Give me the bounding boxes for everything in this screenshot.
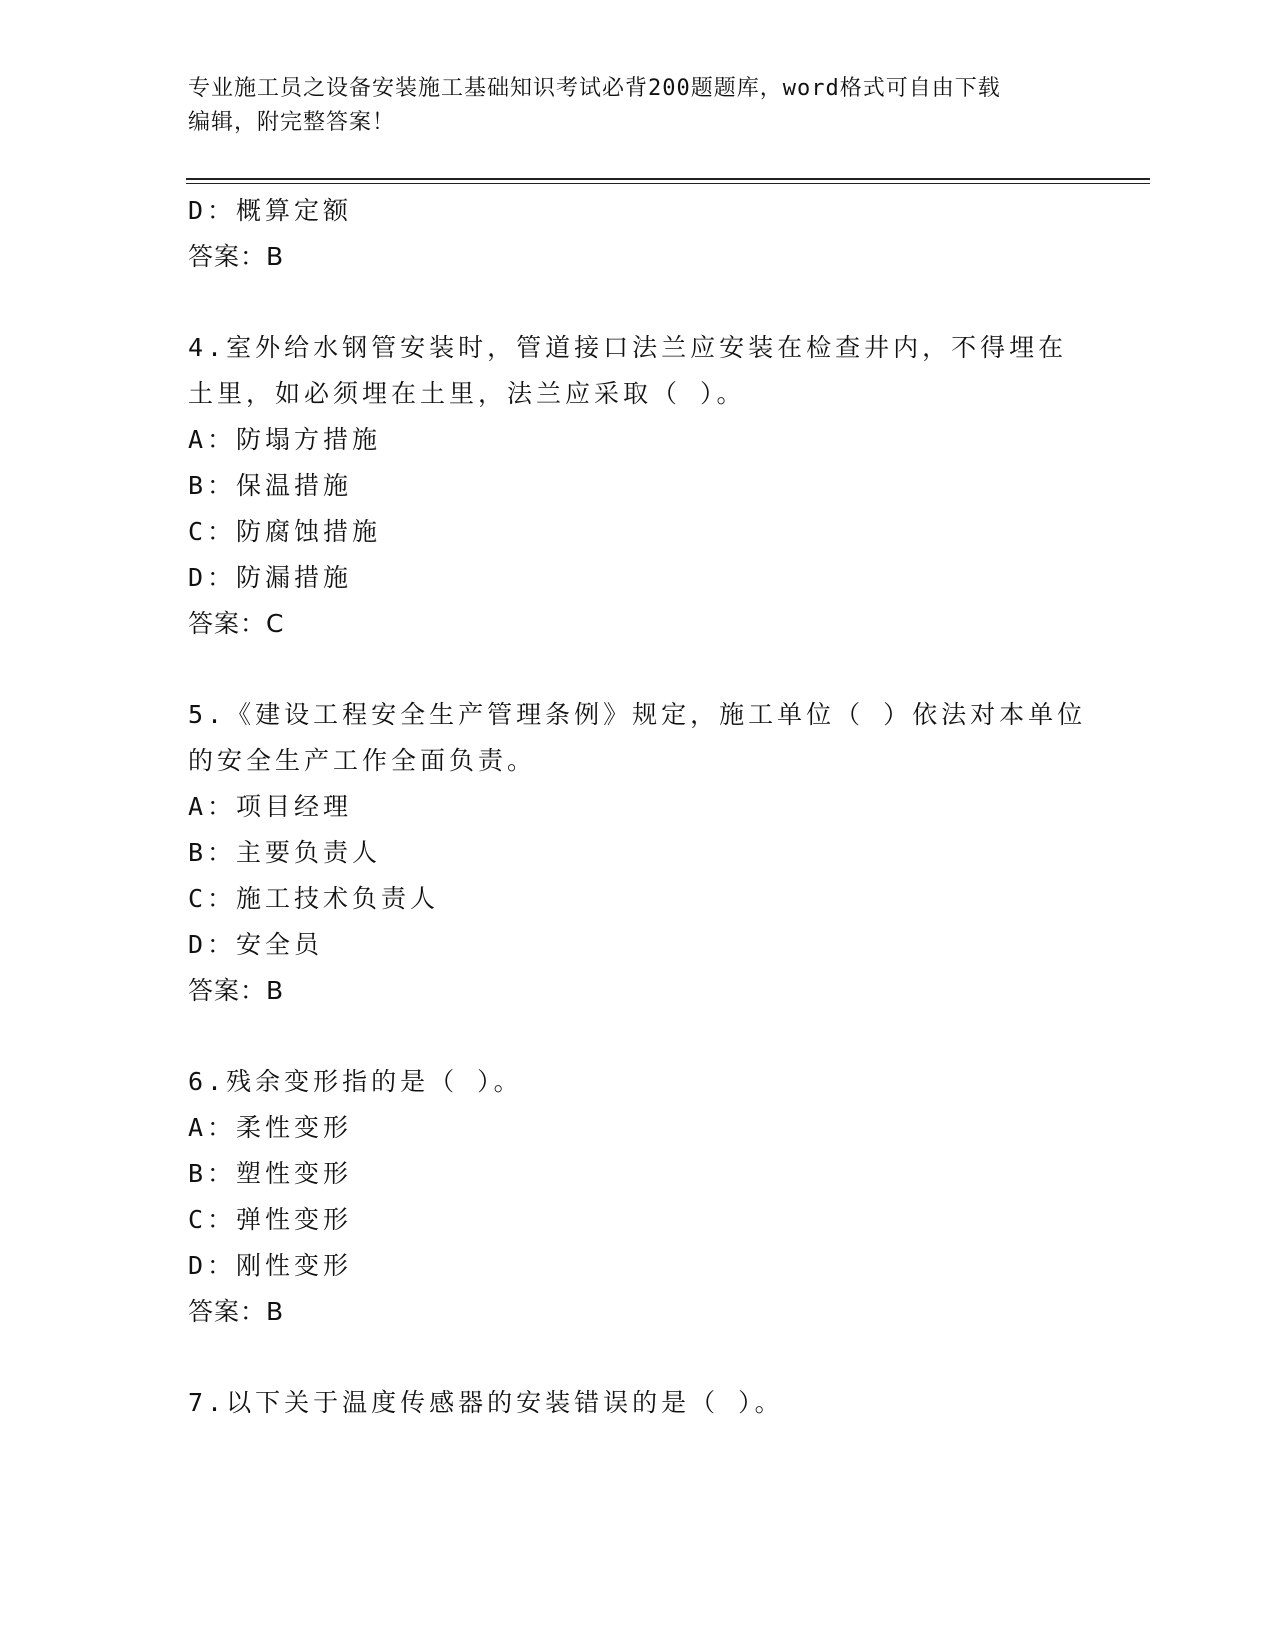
option-d: D：概算定额	[188, 196, 353, 225]
question-text-line-1: 5.《建设工程安全生产管理条例》规定，施工单位（ ）依法对本单位	[188, 700, 1087, 729]
header-divider-thin	[186, 183, 1150, 184]
answer: 答案：C	[188, 609, 285, 638]
document-body	[188, 188, 1088, 1426]
question-5	[188, 692, 1088, 1014]
question-text-line-1: 4.室外给水钢管安装时，管道接口法兰应安装在检查井内，不得埋在	[188, 333, 1068, 362]
question-text-line-1: 7.以下关于温度传感器的安装错误的是（ ）。	[188, 1388, 784, 1417]
question-6	[188, 1059, 1088, 1335]
header-divider-thick	[186, 178, 1150, 180]
option-d: D：刚性变形	[188, 1251, 353, 1280]
option-a: A：项目经理	[188, 792, 353, 821]
answer: 答案：B	[188, 242, 285, 271]
answer: 答案：B	[188, 976, 285, 1005]
question-3-tail	[188, 188, 1088, 280]
option-d: D：防漏措施	[188, 563, 353, 592]
header-line-1: 专业施工员之设备安装施工基础知识考试必背200题题库，word格式可自由下载	[188, 76, 1001, 101]
option-a: A：防塌方措施	[188, 425, 382, 454]
option-a: A：柔性变形	[188, 1113, 353, 1142]
question-text-line-2: 的安全生产工作全面负责。	[188, 746, 537, 775]
option-c: C：防腐蚀措施	[188, 517, 382, 546]
question-text-line-1: 6.残余变形指的是（ ）。	[188, 1067, 523, 1096]
option-c: C：弹性变形	[188, 1205, 353, 1234]
question-4	[188, 325, 1088, 647]
option-d: D：安全员	[188, 930, 324, 959]
option-b: B：塑性变形	[188, 1159, 353, 1188]
header-line-2: 编辑，附完整答案！	[188, 110, 396, 135]
question-text-line-2: 土里，如必须埋在土里，法兰应采取（ ）。	[188, 379, 746, 408]
option-b: B：主要负责人	[188, 838, 382, 867]
answer: 答案：B	[188, 1297, 285, 1326]
option-c: C：施工技术负责人	[188, 884, 440, 913]
option-b: B：保温措施	[188, 471, 353, 500]
question-7	[188, 1380, 1088, 1426]
document-header	[188, 72, 1088, 140]
